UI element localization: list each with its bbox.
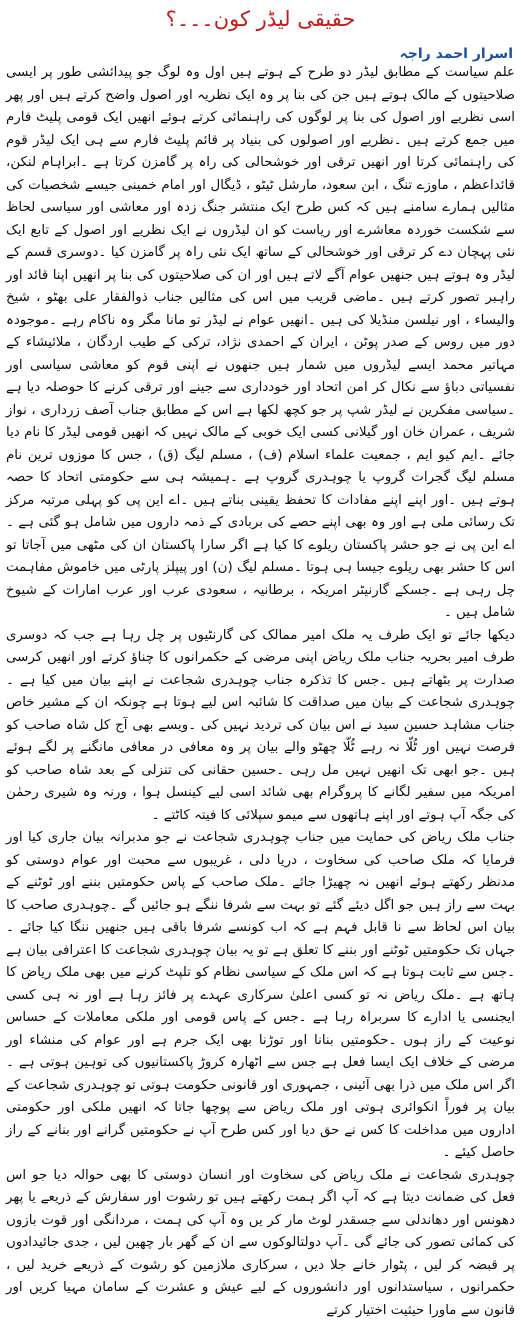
article-paragraph: چوہدری شجاعت نے ملک ریاض کی سخاوت اور انسان دوستی کا بھی حوالہ دیا جو اس فعل کی ضمانت دیتا ہے کہ آپ اگر ہمت رکھتے ہیں تو رشوت اور سفارش کے ذریعے یا پھر دھونس اور دھاندلی سے جسقدر لوٹ مار کر یں وہ آپ کی ہمت ، مردانگی اور قوت بازوں کی کمائی تصور کی جائے گی ۔آپ دولتالوکوں سے ان کے گھر بار چھین لیں ، جدی جائیدادوں پر قبضہ کر لیں ، پٹوار خانے جلا دیں ، سرکاری ملازمین کو رشوت کے ذریعے خرید لیں ، حکمرانوں ، سیاستدانوں اور دانشوروں کے لیے عیش و عشرت کے سامان مہیا کریں اور قانون سے ماورا حیثیت اختیار کرتے <box>6 1165 515 1322</box>
article-paragraph: علم سیاست کے مطابق لیڈر دو طرح کے ہوتے ہیں اول وہ لوگ جو پیدائشی طور پر ایسی صلاحیتوں کے مالک ہوتے ہیں جن کی بنا پر وہ ایک نظریہ اور اصول واضح کرتے ہیں اور پھر اسی نظریے اور اصول کی بنا پر لوگوں کی راہنمائی کرتے ہوئے انھیں ایک قومی پلیٹ فارم میں جمع کرتے ہیں ۔نظریے اور اصولوں کی بنیاد پر قائم پلیٹ فارم سے ہی ایک لیڈر قوم کی راہنمائی کرتا اور انھیں ترقی اور خوشحالی کی راہ پر گامزن کرتا ہے ۔ابراہام لنکن، قائداعظم ، ماوزے تنگ ، ابن سعود، مارشل ٹیٹو ، ڈیگال اور امام خمینی جیسے شخصیات کی مثالیں ہمارے سامنے ہیں کہ کس طرح ایک منتشر جنگ زدہ اور معاشی اور سیاسی لحاظ سے شکست خوردہ معاشرے اور ریاست کو ان لیڈروں نے ایک نظریے اور اصول کے تابع ایک نئی پہچان دے کر ترقی اور خوشحالی کے ساتھ ایک نئی راہ پر گامزن کیا ۔دوسری قسم کے لیڈر وہ ہوتے ہیں جنھیں عوام آگے لاتے ہیں اور ان کی صلاحیتوں کی بنا پر انھیں اپنا قائد اور راہبر تصور کرتے ہیں ۔ماضی قریب میں اس کی مثالیں جناب ذوالفقار علی بھٹو ، شیخ والیساء ، اور نیلسن منڈیلا کی ہیں ۔انھیں عوام نے لیڈر تو مانا مگر وہ ناکام رہے ۔موجودہ دور میں روس کے صدر پوٹن ، ایران کے احمدی نژاد، ترکی کے طیب اردگان ، ملائیشاء کے مہاتیر محمد ایسے لیڈروں میں شمار ہیں جنھوں نے اپنی قوم کو معاشی سیاسی اور نفسیاتی دباؤ سے نکال کر امن اتحاد اور خودداری سے جینے اور ترقی کرنے کا حوصلہ دیا ہے ۔سیاسی مفکرین نے لیڈر شپ پر جو کچھ لکھا ہے اس کے مطابق جناب آصف زرداری ، نواز شریف ، عمران خان اور گیلانی کسی ایک خوبی کے مالک نہیں کہ انھیں قومی لیڈر کا نام دیا جائے ۔ایم کیو ایم ، جمعیت علماء اسلام (ف) ، مسلم لیگ (ق) ، جس کا موزوں ترین نام مسلم لیگ گجرات گروپ یا چوہدری گروپ ہے ۔ہمیشہ ہی سے حکومتی اتحاد کا حصہ ہوتے ہیں ۔اور اپنے اپنے مفادات کا تحفظ یقینی بناتے ہیں ۔اے این پی کو پہلی مرتبہ مرکز تک رسائی ملی ہے اور وہ بھی اپنے حصے کی بربادی کے ذمہ داروں میں شامل ہو گئی ہے ۔اے این پی نے جو حشر پاکستان ریلوے کا کیا ہے اگر سارا پاکستان ان کی مٹھی میں آجاتا تو اس کا حشر بھی ریلوے جیسا ہی ہوتا ۔مسلم لیگ (ن) اور پیپلز پارٹی میں خاموش مفاہمت چل رہی ہے ۔جسکے گارنیٹر امریکہ ، برطانیہ ، سعودی عرب اور عرب امارات کے شیوخ شامل ہیں ۔ <box>6 62 515 625</box>
article-body <box>6 62 515 1265</box>
author-byline: اسرار احمد راجہ <box>400 44 513 64</box>
article-title: حقیقی لیڈر کون۔۔۔؟ <box>0 2 521 42</box>
article-paragraph: جناب ملک ریاض کی حمایت میں جناب چوہدری شجاعت نے جو مدبرانہ بیان جاری کیا اور فرمایا کہ ملک صاحب کی سخاوت ، دریا دلی ، غریبوں سے محبت اور عوام دوستی کو مدنظر رکھتے ہوئے انھیں نہ چھیڑا جائے ۔ملک صاحب کے پاس حکومتیں بننے اور ٹوٹنے کے بہت سے راز ہیں جو اگل دیئے گئے تو بہت سے شرفا ننگے ہو جائیں گے ۔چوہدری صاحب کا بیان اس لحاظ سے نا قابل فہم ہے کہ اب کونسے شرفا باقی ہیں جنھیں ننگا کیا جائے ۔جہاں تک حکومتیں ٹوٹنے اور بننے کا تعلق ہے تو یہ بیان چوہدری شجاعت کا اعترافی بیان ہے ۔جس سے ثابت ہوتا ہے کہ اس ملک کے سیاسی نظام کو تلپٹ کرنے میں بھی ملک ریاض کا ہاتھ ہے ۔ملک ریاض نہ تو کسی اعلیٰ سرکاری عہدے پر فائز رہا ہے اور نہ ہی کسی ایجنسی یا ادارے کا سربراہ رہا ہے ۔جس کے پاس قومی اور ملکی معاملات کے حساس نوعیت کے راز ہوں ۔حکومتیں بنانا اور توڑنا بھی ایک جرم ہے اور عوام کی منشاء اور مرضی کے خلاف ایک ایسا فعل ہے جس سے اٹھارہ کروڑ پاکستانیوں کی توہین ہوتی ہے ۔اگر اس ملک میں ذرا بھی آئینی ، جمہوری اور قانونی حکومت ہوتی تو چوہدری شجاعت کے بیان پر فوراً انکوائری ہوتی اور ملک ریاض سے پوچھا جاتا کہ انھیں ملکی اور حکومتی اداروں میں مداخلت کا کس نے حق دیا اور کس طرح آپ نے حکومتیں گرانے اور بنانے کے راز حاصل کیئے ۔ <box>6 827 515 1165</box>
article-paragraph: دیکھا جائے تو ایک طرف یہ ملک امیر ممالک کی گارنٹیوں پر چل رہا ہے جب کہ دوسری طرف امیر بحریہ جناب ملک ریاض اپنی مرضی کے حکمرانوں کا چناؤ کرتے اور انھیں کرسی صدارت پر بٹھاتے ہیں ۔جس کا تذکرہ جناب چوہدری شجاعت نے اپنے بیان میں کیا ہے ۔چوہدری شجاعت کے بیان میں صداقت کا شائبہ اس لیے ہوتا ہے چونکہ ان کے مشیر خاص جناب مشاہد حسین سید نے اس بیان کی تردید نہیں کی ۔ویسے بھی آج کل شاہ صاحب کو فرصت نہیں اور ٹُلّا نہ رہے ٹُلّا چھٹو والے بیان پر وہ معافی در معافی مانگنے پر لگے ہوئے ہیں ۔جو ابھی تک انھیں نہیں مل رہی ۔حسین حقانی کی تنزلی کے بعد شاہ صاحب کو امریکہ میں سفیر لگانے کا پروگرام بھی شائد اسی لیے کینسل ہوا ، ورنہ وہ شیری رحمٰن کی جگہ آپ ہوتے اور اپنے ہاتھوں سے میمو سپلائی کا فیتہ کاٹتے ۔ <box>6 625 515 828</box>
